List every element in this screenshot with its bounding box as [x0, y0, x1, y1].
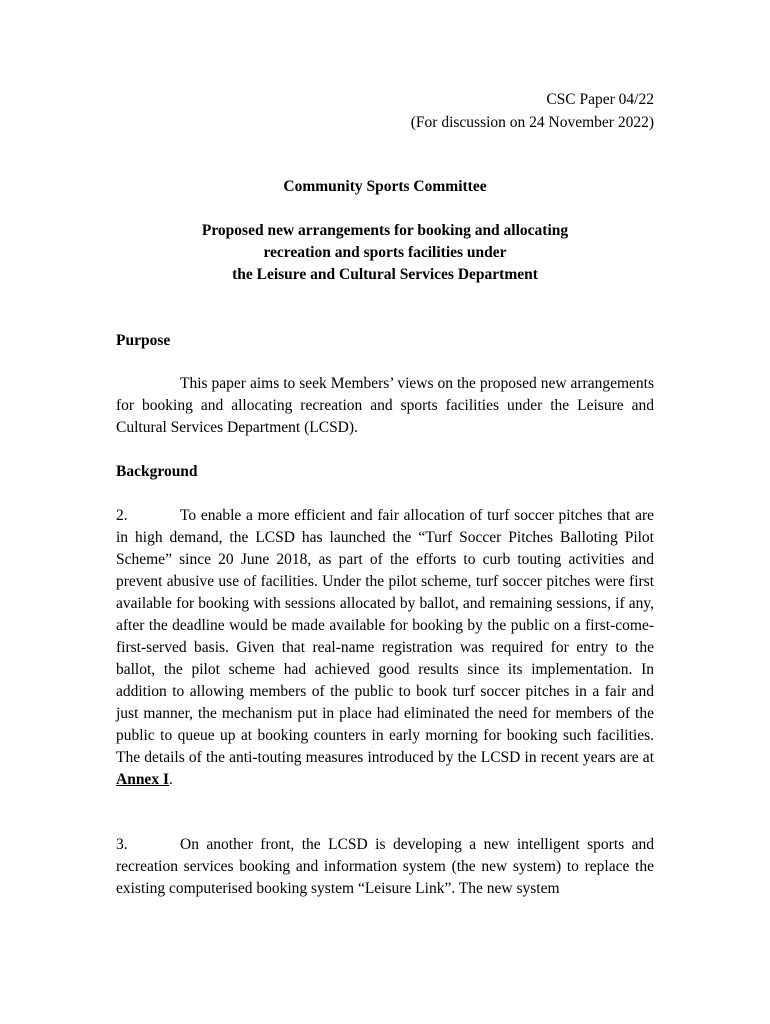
- title-line-2: recreation and sports facilities under: [263, 244, 507, 261]
- paragraph-2-number: 2.: [116, 507, 128, 524]
- annex-reference-link[interactable]: Annex I: [116, 771, 169, 788]
- paragraph-3-number: 3.: [116, 836, 128, 853]
- discussion-date: (For discussion on 24 November 2022): [410, 114, 654, 131]
- title-line-1: Proposed new arrangements for booking and allocating: [201, 222, 569, 239]
- purpose-paragraph: [116, 373, 654, 439]
- purpose-text: This paper aims to seek Members’ views on the proposed new arrangements for booking and allocating recreation and sports facilities under the Leisure and Cultural Services Department (LCSD).: [116, 375, 654, 436]
- paragraph-3: [116, 834, 654, 900]
- paragraph-2: [116, 505, 654, 791]
- paper-number: CSC Paper 04/22: [546, 91, 654, 108]
- paragraph-2-end: .: [168, 771, 173, 788]
- title-line-3: the Leisure and Cultural Services Department: [232, 266, 538, 283]
- paragraph-3-text: On another front, the LCSD is developing a new intelligent sports and recreation services booking and information system (the new system) to replace the existing computerised booking system “Leisure Link”. The new system: [116, 836, 654, 897]
- background-heading: Background: [116, 463, 198, 480]
- paragraph-2-text: To enable a more efficient and fair allocation of turf soccer pitches that are in high demand, the LCSD has launched the “Turf Soccer Pitches Balloting Pilot Scheme” since 20 June 2018, as part of the efforts to curb touting activities and prevent abusive use of facilities. Under the pilot scheme, turf soccer pitches were first available for booking with sessions allocated by ballot, and remaining sessions, if any, after the deadline would be made available for booking by the public on a first-come-first-served basis. Given that real-name registration was required for entry to the ballot, the pilot scheme had achieved good results since its implementation. In addition to allowing members of the public to book turf soccer pitches in a fair and just manner, the mechanism put in place had eliminated the need for members of the public to queue up at booking counters in early morning for booking such facilities. The details of the anti-touting measures introduced by the LCSD in recent years are at: [116, 507, 654, 766]
- purpose-heading: Purpose: [116, 332, 171, 349]
- committee-name: Community Sports Committee: [283, 178, 487, 195]
- paper-title: [0, 220, 770, 286]
- paper-header: [411, 88, 654, 134]
